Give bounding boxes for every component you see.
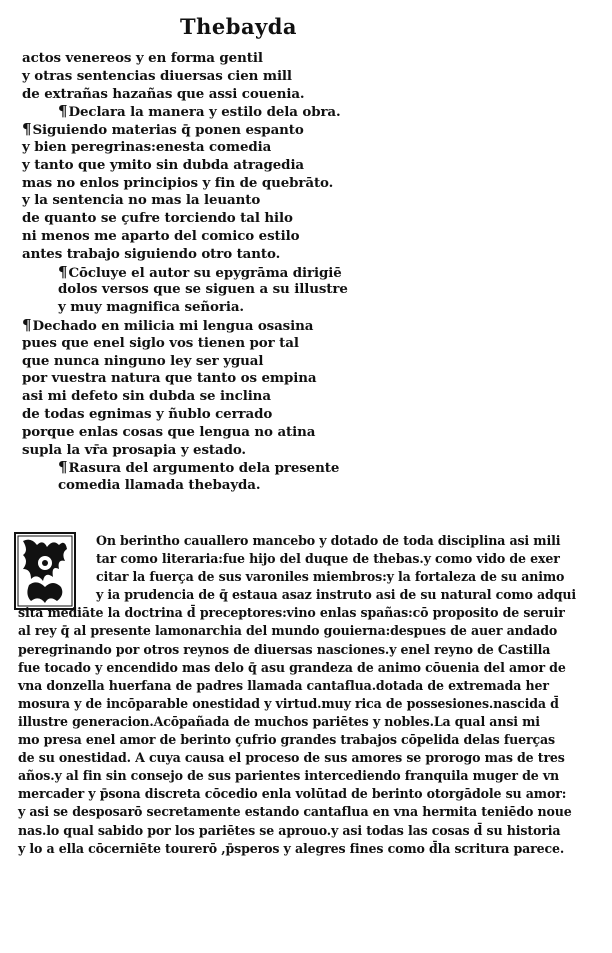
- verse-text: dolos versos que se siguen a su illustre: [58, 281, 348, 298]
- verse-line: [22, 442, 352, 460]
- verse-text: de extrañas hazañas que assi couenia.: [22, 85, 305, 102]
- verse-text: actos venereos y en forma gentil: [22, 50, 263, 66]
- argument-line: mercader y p̄sona discreta cōcedio enla volūtad de berinto otorgādole su amor:: [18, 786, 567, 802]
- argument-line: peregrinando por otros reynos de diuersas nasciones.y enel reyno de Castilla: [18, 641, 551, 657]
- argument-line: años.y al fin sin consejo de sus parientes intercediendo franquila muger de vn: [18, 768, 560, 784]
- verse-line: [22, 353, 352, 371]
- argument-line: mo presa enel amor de berinto çufrio grandes trabajos cōpelida delas fuerças: [18, 732, 555, 748]
- pilcrow-icon: ¶: [58, 458, 68, 477]
- verse-line: [22, 335, 352, 353]
- verse-line: [22, 228, 352, 246]
- argument-line: vna donzella huerfana de padres llamada cantaflua.dotada de extremada her: [18, 677, 549, 693]
- verse-text: Dechado en milicia mi lengua osasina: [32, 317, 314, 334]
- verse-text: porque enlas cosas que lengua no atina: [22, 423, 316, 440]
- verse-line: [22, 192, 352, 210]
- verse-text: ni menos me aparto del comico estilo: [22, 227, 300, 244]
- verse-text: y otras sentencias diuersas cien mill: [22, 67, 292, 84]
- argument-line: citar la fuerça de sus varoniles miembros:y la fortaleza de su animo: [96, 569, 565, 585]
- verse-text: Siguiendo materias q̄ ponen espanto: [32, 122, 304, 139]
- verse-line: [22, 175, 352, 193]
- verse-text: Rasura del argumento dela presente: [68, 460, 340, 477]
- verse-line: [22, 246, 352, 264]
- argument-line: al rey q̄ al presente lamonarchia del mundo gouierna:despues de auer andado: [18, 623, 558, 639]
- argument-line: fue tocado y encendido mas delo q̄ asu grandeza de animo cōuenia del amor de: [18, 659, 566, 675]
- verse-text: y muy magnifica señoria.: [58, 299, 244, 316]
- argument-line: de su onestidad. A cuya causa el proceso de sus amores se prorogo mas de tres: [18, 750, 565, 766]
- page-title: Thebayda: [180, 14, 298, 39]
- verse-line: [22, 86, 352, 104]
- verse-text: Cōcluye el autor su epygrāma dirigiē: [68, 264, 342, 281]
- verse-line: [22, 406, 352, 424]
- argument-line: y lo a ella cōcerniēte tourerō ,p̄speros y alegres fines como d̄la scritura parece.: [18, 840, 565, 856]
- verse-block: [22, 50, 352, 495]
- verse-text: supla la vr̄a prosapia y estado.: [22, 441, 246, 458]
- verse-line: [22, 68, 352, 86]
- verse-line: [22, 388, 352, 406]
- pilcrow-icon: ¶: [58, 102, 68, 121]
- verse-text: y tanto que ymito sin dubda atragedia: [22, 156, 305, 173]
- verse-text: por vuestra natura que tanto os empina: [22, 370, 317, 387]
- verse-line: [22, 299, 352, 317]
- argument-line: mosura y de incōparable onestidad y virtud.muy rica de possesiones.nascida d̄: [18, 695, 559, 711]
- argument-line: illustre generacion.Acōpañada de muchos pariētes y nobles.La qual ansi mi: [18, 713, 540, 729]
- verse-text: Declara la manera y estilo dela obra.: [68, 104, 341, 121]
- verse-text: y la sentencia no mas la leuanto: [22, 192, 261, 209]
- verse-line: [22, 139, 352, 157]
- verse-line: [22, 459, 352, 477]
- pilcrow-icon: ¶: [22, 315, 32, 334]
- verse-line: [22, 264, 352, 282]
- verse-text: antes trabajo siguiendo otro tanto.: [22, 245, 281, 262]
- verse-text: y bien peregrinas:enesta comedia: [22, 138, 272, 155]
- argument-line: On berintho cauallero mancebo y dotado de toda disciplina asi mili: [96, 533, 561, 548]
- verse-line: [22, 370, 352, 388]
- verse-line: [22, 424, 352, 442]
- argument-line: tar como literaria:fue hijo del duque de thebas.y como vido de exer: [96, 551, 560, 567]
- verse-text: de todas egnimas y ñublo cerrado: [22, 405, 273, 422]
- verse-text: comedia llamada thebayda.: [58, 477, 261, 494]
- verse-line: [22, 210, 352, 228]
- verse-text: asi mi defeto sin dubda se inclina: [22, 388, 271, 405]
- argument-prose: [18, 532, 590, 858]
- argument-line: sita mediāte la doctrina d̄ preceptores:vino enlas spañas:cō proposito de seruir: [18, 605, 565, 621]
- verse-text: de quanto se çufre torciendo tal hilo: [22, 210, 293, 227]
- verse-text: que nunca ninguno ley ser ygual: [22, 352, 264, 369]
- verse-line: [22, 317, 352, 335]
- argument-line: nas.lo qual sabido por los pariētes se aprouo.y asi todas las cosas d̄ su historia: [18, 822, 561, 838]
- verse-line: [22, 157, 352, 175]
- pilcrow-icon: ¶: [22, 120, 32, 139]
- verse-line: [22, 477, 352, 495]
- argument-line: y asi se desposarō secretamente estando cantaflua en vna hermita teniēdo noue: [18, 804, 572, 820]
- verse-text: mas no enlos principios y fin de quebrāto.: [22, 174, 334, 191]
- verse-line: [22, 121, 352, 139]
- verse-line: [22, 50, 352, 68]
- verse-line: [22, 281, 352, 299]
- pilcrow-icon: ¶: [58, 262, 68, 281]
- verse-text: pues que enel siglo vos tienen por tal: [22, 334, 299, 351]
- verse-line: [22, 103, 352, 121]
- argument-line: y ia prudencia de q̄ estaua asaz instruto asi de su natural como adqui: [96, 587, 577, 603]
